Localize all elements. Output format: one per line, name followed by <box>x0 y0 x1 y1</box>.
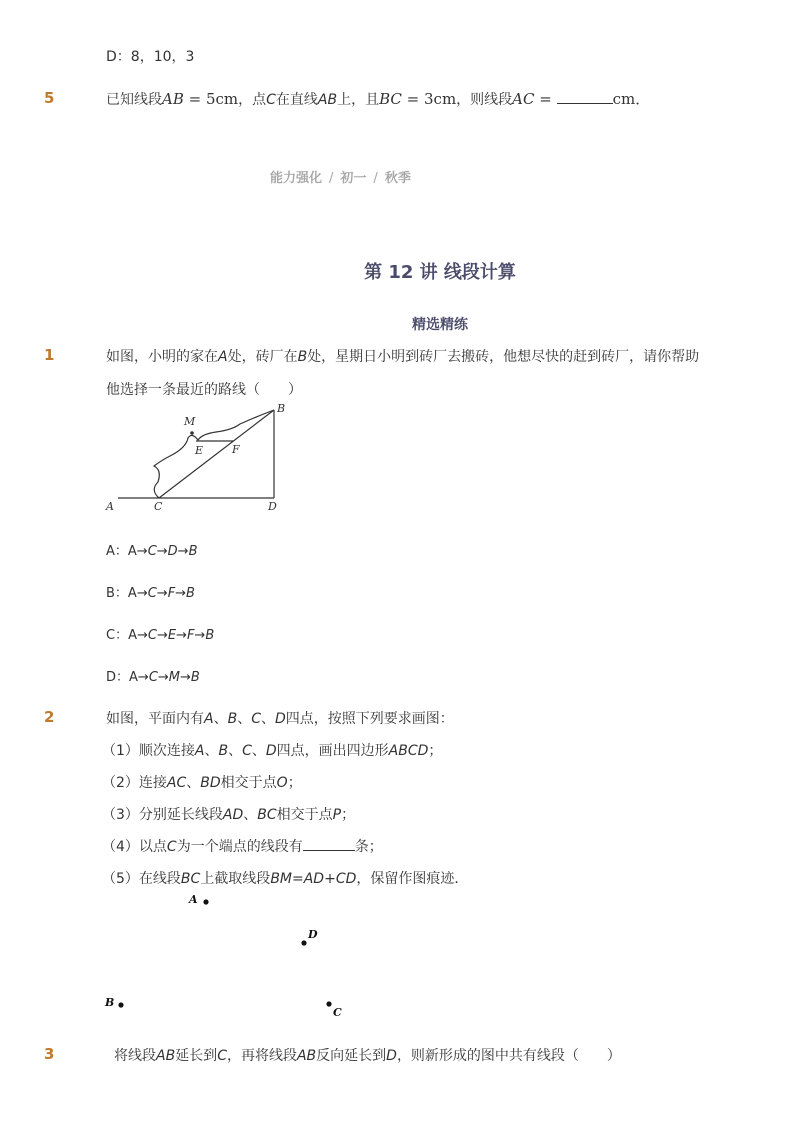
answer-blank[interactable] <box>303 850 355 851</box>
question-2-step4: （4）以点C为一个端点的线段有 条； <box>102 839 383 855</box>
option-d[interactable]: D：A→C→M→B <box>106 670 200 685</box>
question-number: 5 <box>44 89 55 107</box>
option-text: 8，10，3 <box>130 49 195 65</box>
line-cb <box>159 410 274 498</box>
question-2-step1: （1）顺次连接A、B、C、D四点，画出四边形ABCD； <box>102 743 443 759</box>
question-2-intro: 如图，平面内有A、B、C、D四点，按照下列要求画图： <box>106 711 454 727</box>
question-number: 2 <box>44 708 55 726</box>
label-d: D <box>268 500 277 513</box>
prev-option-d <box>106 46 194 66</box>
question-1-line2: 他选择一条最近的路线（ ） <box>106 382 302 398</box>
point-c <box>326 1001 331 1006</box>
option-letter: D： <box>106 49 131 65</box>
label-f: F <box>232 443 240 456</box>
label-c: C <box>154 500 163 513</box>
lecture-title: 第 12 讲 线段计算 <box>364 262 516 283</box>
label-d: D <box>308 928 318 941</box>
point-a <box>203 899 208 904</box>
label-a: A <box>106 500 114 513</box>
points-figure <box>100 888 360 1028</box>
label-b: B <box>105 996 115 1009</box>
question-2-step5: （5）在线段BC上截取线段BM=AD+CD，保留作图痕迹． <box>102 871 469 887</box>
question-1-line1: 如图，小明的家在A处，砖厂在B处，星期日小明到砖厂去搬砖，他想尽快的赶到砖厂，请你帮助 <box>106 349 700 365</box>
section-title: 精选精练 <box>412 317 468 333</box>
question-number: 1 <box>44 346 55 364</box>
point-m <box>190 431 194 435</box>
label-m: M <box>184 415 196 428</box>
question-number: 3 <box>44 1045 55 1063</box>
label-a: A <box>189 893 198 906</box>
label-e: E <box>195 444 204 457</box>
point-d <box>301 940 306 945</box>
question-5-text: 已知线段AB = 5cm，点C在直线AB上，且BC = 3cm，则线段AC = cm． <box>106 90 651 108</box>
question-2-step3: （3）分别延长线段AD、BC相交于点P； <box>102 807 356 823</box>
point-b <box>118 1002 123 1007</box>
label-b: B <box>277 402 286 415</box>
label-c: C <box>333 1006 342 1019</box>
route-figure <box>100 398 295 518</box>
question-3-text: 将线段AB延长到C，再将线段AB反向延长到D，则新形成的图中共有线段（ ） <box>114 1048 621 1064</box>
option-c[interactable]: C：A→C→E→F→B <box>106 628 215 643</box>
answer-blank[interactable] <box>557 103 613 104</box>
question-2-step2: （2）连接AC、BD相交于点O； <box>102 775 302 791</box>
page-header: 能力强化 / 初一 / 秋季 <box>270 171 411 186</box>
option-b[interactable]: B：A→C→F→B <box>106 586 195 601</box>
option-a[interactable]: A：A→C→D→B <box>106 544 198 559</box>
